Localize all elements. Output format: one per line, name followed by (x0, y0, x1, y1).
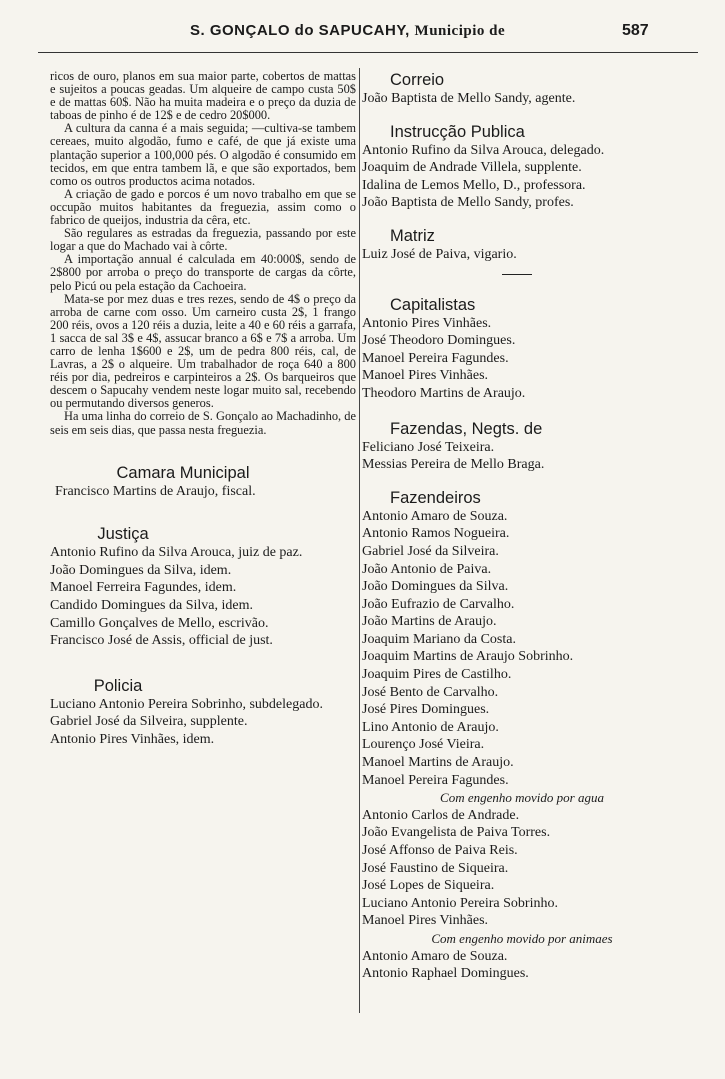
list-item: João Domingues da Silva, idem. (50, 562, 232, 578)
list-item: Antonio Rufino da Silva Arouca, delegado. (362, 142, 605, 158)
left-column (50, 70, 356, 749)
right-column (362, 70, 682, 983)
justica-list (50, 544, 356, 650)
list-item: Luciano Antonio Pereira Sobrinho. (362, 895, 558, 911)
matriz-entry: Luiz José de Paiva, vigario. (362, 246, 517, 262)
list-item: João Evangelista de Paiva Torres. (362, 825, 551, 841)
running-title: S. GONÇALO do SAPUCAHY, Municipio de (190, 22, 506, 39)
list-item: Joaquim de Andrade Villela, supplente. (362, 160, 582, 176)
list-item: João Baptista de Mello Sandy, profes. (362, 195, 574, 211)
paragraph-terrain: ricos de ouro, planos em sua maior parte, cobertos de mattas e sujeitos a poucas geadas. Um alqueire de campo custa 50$ e de mattas 60$. Não ha muita madeira e o preço da duzia de taboas de pinho é de 12$ e de cedro 20$000. (50, 69, 356, 123)
animaes-list (362, 948, 682, 983)
list-item: José Pires Domingues. (362, 702, 490, 718)
list-item: Joaquim Pires de Castilho. (362, 667, 512, 683)
matriz-heading: Matriz (390, 226, 435, 245)
list-item: Francisco José de Assis, official de just. (50, 633, 273, 649)
list-item: Manoel Martins de Araujo. (362, 755, 514, 771)
fazendas-heading: Fazendas, Negts. de (390, 419, 543, 438)
list-item: Joaquim Martins de Araujo Sobrinho. (362, 649, 574, 665)
list-item: Antonio Pires Vinhães. (362, 315, 492, 331)
list-item: Antonio Pires Vinhães, idem. (50, 731, 215, 747)
correio-heading: Correio (390, 71, 445, 89)
capitalistas-list (362, 315, 682, 403)
list-item: José Bento de Carvalho. (362, 684, 499, 700)
fazendeiros-heading: Fazendeiros (390, 488, 481, 507)
list-item: Antonio Rufino da Silva Arouca, juiz de paz. (50, 545, 303, 561)
list-item: Camillo Gonçalves de Mello, escrivão. (50, 615, 269, 631)
instrucao-heading: Instrucção Publica (390, 122, 525, 141)
capitalistas-heading: Capitalistas (390, 295, 476, 314)
list-item: Gabriel José da Silveira. (362, 543, 499, 559)
camara-heading: Camara Municipal (116, 463, 250, 482)
list-item: Candido Domingues da Silva, idem. (50, 598, 253, 613)
list-item: Antonio Amaro de Souza. (362, 948, 508, 964)
list-item: Antonio Raphael Domingues. (362, 966, 529, 982)
camara-entry: Francisco Martins de Araujo, fiscal. (55, 483, 256, 499)
header-rule (38, 52, 698, 53)
animaes-subheading: Com engenho movido por animaes (431, 930, 613, 946)
column-divider (359, 68, 360, 1013)
list-item: Manoel Pereira Fagundes. (362, 772, 509, 788)
list-item: José Faustino de Siqueira. (362, 860, 509, 876)
list-item: Antonio Carlos de Andrade. (362, 807, 520, 823)
paragraph-estradas: São regulares as estradas da freguezia, passando por este logar a que do Machado vai à côrte. (50, 226, 356, 254)
fazendas-list (362, 439, 682, 474)
page-header (0, 22, 725, 46)
agua-subheading: Com engenho movido por agua (440, 790, 604, 806)
list-item: José Lopes de Siqueira. (362, 878, 495, 894)
list-item: Joaquim Mariano da Costa. (362, 631, 516, 647)
instrucao-list (362, 142, 682, 212)
list-item: Antonio Ramos Nogueira. (362, 526, 510, 542)
policia-heading: Policia (93, 676, 143, 695)
list-item: Antonio Amaro de Souza. (362, 508, 508, 524)
list-item: José Affonso de Paiva Reis. (362, 843, 518, 858)
correio-entry: João Baptista de Mello Sandy, agente. (362, 91, 576, 106)
list-item: Lino Antonio de Araujo. (362, 719, 499, 735)
list-item: João Antonio de Paiva. (362, 561, 492, 577)
page-number: 587 (622, 22, 649, 39)
justica-heading: Justiça (97, 525, 149, 544)
paragraph-correio: Ha uma linha do correio de S. Gonçalo ao Machadinho, de seis em seis dias, que passa nesta freguezia. (50, 409, 356, 437)
list-item: Feliciano José Teixeira. (362, 439, 495, 455)
list-item: Theodoro Martins de Araujo. (362, 385, 526, 401)
paragraph-importacao: A importação annual é calculada em 40:000$, sendo de 2$800 por arroba o preço do transporte de cargas da côrte, pelo Picú ou pela estação da Cachoeira. (50, 252, 356, 293)
agua-list (362, 807, 682, 930)
list-item: João Martins de Araujo. (362, 614, 497, 630)
list-item: Gabriel José da Silveira, supplente. (50, 714, 248, 730)
list-item: Lourenço José Vieira. (362, 737, 485, 753)
list-item: Manoel Ferreira Fagundes, idem. (50, 580, 237, 596)
policia-list (50, 696, 356, 749)
list-item: Manoel Pereira Fagundes. (362, 350, 509, 366)
list-item: José Theodoro Domingues. (362, 333, 516, 349)
paragraph-precos: Mata-se por mez duas e tres rezes, sendo de 4$ o preço da arroba de carne com osso. Um carneiro custa 2$, 1 frango 200 réis, ovos a 120 réis a duzia, leite a 40 e 60 réis a garrafa, 1 sacca de sal 3$ e 4$, assucar branco a 6$ e 7$ a arroba. Um carro de lenha 1$600 e 2$, um de pedra 800 réis, cal, de Lavras, a 2$ o alqueire. Um trabalhador de roça 640 a 800 réis por dia, pedreiros e carpinteiros a 2$. Os barqueiros que descem o Sapucahy vendem neste logar muito sal, recebendo ou permutando diversos generos. (50, 291, 356, 411)
list-item: João Domingues da Silva. (362, 579, 509, 595)
list-item: Idalina de Lemos Mello, D., professora. (362, 177, 586, 193)
list-item: Luciano Antonio Pereira Sobrinho, subdelegado. (50, 696, 323, 712)
paragraph-criacao: A criação de gado e porcos é um novo trabalho em que se occupão muitos habitantes da freguezia, assim como o fabrico de queijos, industria da cêra, etc. (50, 186, 356, 228)
list-item: João Eufrazio de Carvalho. (362, 596, 515, 612)
list-item: Manoel Pires Vinhães. (362, 913, 489, 929)
list-item: Messias Pereira de Mello Braga. (362, 457, 545, 473)
paragraph-cultura: A cultura da canna é a mais seguida; —cultiva-se tambem cereaes, muito algodão, fumo e café, de que já existe uma plantação superior a 100,000 pés. O algodão é consumido em tecidos, em que entra tambem lã, e que são exportados, bem como os outros productos acima notados. (50, 121, 356, 188)
list-item: Manoel Pires Vinhães. (362, 368, 489, 384)
fazendeiros-list (362, 508, 682, 790)
